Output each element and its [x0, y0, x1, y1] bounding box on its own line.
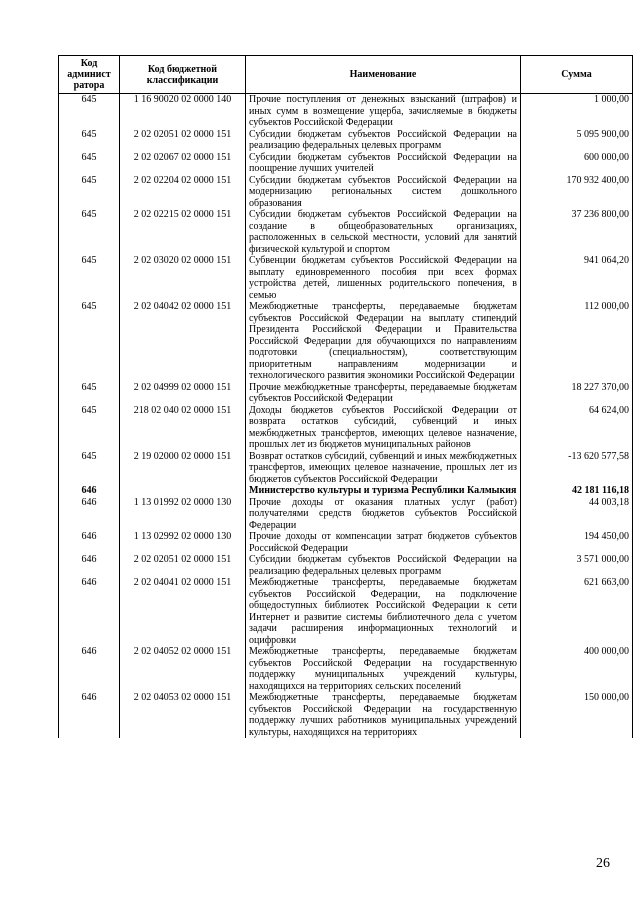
cell-name: Прочие поступления от денежных взысканий (штрафов) и иных сумм в возмещение ущерба, зачисляемые в бюджеты субъектов Российской Федерации — [246, 94, 521, 129]
cell-budget-code: 2 02 03020 02 0000 151 — [120, 255, 246, 301]
table-row — [59, 646, 633, 692]
cell-budget-code: 2 02 04052 02 0000 151 — [120, 646, 246, 692]
cell-admin-code: 646 — [59, 554, 120, 577]
cell-budget-code: 2 02 04999 02 0000 151 — [120, 382, 246, 405]
budget-revenue-table-container — [58, 55, 632, 738]
table-row — [59, 152, 633, 175]
table-row — [59, 577, 633, 646]
table-row — [59, 382, 633, 405]
cell-sum: 37 236 800,00 — [521, 209, 633, 255]
cell-budget-code: 1 13 02992 02 0000 130 — [120, 531, 246, 554]
cell-admin-code: 645 — [59, 209, 120, 255]
cell-admin-code: 645 — [59, 382, 120, 405]
cell-name: Межбюджетные трансферты, передаваемые бюджетам субъектов Российской Федерации на государственную поддержку муниципальных учреждений культуры, находящихся на территориях сельских поселений — [246, 646, 521, 692]
cell-sum: 64 624,00 — [521, 405, 633, 451]
cell-name: Субсидии бюджетам субъектов Российской Федерации на реализацию федеральных целевых программ — [246, 554, 521, 577]
header-name: Наименование — [246, 56, 521, 94]
cell-name: Межбюджетные трансферты, передаваемые бюджетам субъектов Российской Федерации на выплату стипендий Президента Российской Федерации и Правительства Российской Федерации для обучающихся по направлениям подготовки (специальностям), соответствующим приоритетным направлениям модернизации и технологического развития экономики Российской Федерации — [246, 301, 521, 382]
budget-revenue-table — [58, 55, 633, 738]
cell-admin-code: 645 — [59, 451, 120, 486]
table-row — [59, 485, 633, 497]
cell-admin-code: 646 — [59, 531, 120, 554]
cell-sum: 42 181 116,18 — [521, 485, 633, 497]
table-row — [59, 451, 633, 486]
header-budget-code: Код бюджетной классификации — [120, 56, 246, 94]
cell-admin-code: 646 — [59, 497, 120, 532]
table-row — [59, 129, 633, 152]
cell-sum: 170 932 400,00 — [521, 175, 633, 210]
cell-sum: 600 000,00 — [521, 152, 633, 175]
cell-sum: 44 003,18 — [521, 497, 633, 532]
cell-budget-code: 2 02 04042 02 0000 151 — [120, 301, 246, 382]
table-row — [59, 175, 633, 210]
table-row — [59, 301, 633, 382]
cell-admin-code: 645 — [59, 405, 120, 451]
cell-admin-code: 645 — [59, 94, 120, 129]
table-row — [59, 692, 633, 738]
cell-name: Субвенции бюджетам субъектов Российской Федерации на выплату единовременного пособия при всех формах устройства детей, лишенных родительского попечения, в семью — [246, 255, 521, 301]
cell-sum: 5 095 900,00 — [521, 129, 633, 152]
cell-name: Возврат остатков субсидий, субвенций и иных межбюджетных трансфертов, имеющих целевое назначение, прошлых лет из бюджетов субъектов Российской Федерации — [246, 451, 521, 486]
header-sum: Сумма — [521, 56, 633, 94]
cell-name: Субсидии бюджетам субъектов Российской Федерации на поощрение лучших учителей — [246, 152, 521, 175]
table-row — [59, 405, 633, 451]
cell-budget-code: 2 02 02051 02 0000 151 — [120, 554, 246, 577]
cell-admin-code: 646 — [59, 692, 120, 738]
cell-name: Межбюджетные трансферты, передаваемые бюджетам субъектов Российской Федерации на государственную поддержку лучших работников муниципальных учреждений культуры, находящихся на территориях — [246, 692, 521, 738]
cell-sum: 18 227 370,00 — [521, 382, 633, 405]
cell-budget-code: 2 02 02204 02 0000 151 — [120, 175, 246, 210]
cell-sum: 621 663,00 — [521, 577, 633, 646]
page-number: 26 — [596, 856, 610, 871]
cell-name: Субсидии бюджетам субъектов Российской Федерации на модернизацию региональных систем дошкольного образования — [246, 175, 521, 210]
cell-name: Межбюджетные трансферты, передаваемые бюджетам субъектов Российской Федерации, на подключение общедоступных библиотек Российской Федерации к сети Интернет и развитие системы библиотечного дела с учетом задачи расширения информационных технологий и оцифровки — [246, 577, 521, 646]
cell-sum: 150 000,00 — [521, 692, 633, 738]
cell-sum: 941 064,20 — [521, 255, 633, 301]
table-header-row — [59, 56, 633, 94]
table-row — [59, 497, 633, 532]
table-body — [59, 94, 633, 739]
cell-name: Субсидии бюджетам субъектов Российской Федерации на реализацию федеральных целевых программ — [246, 129, 521, 152]
cell-budget-code: 2 02 02067 02 0000 151 — [120, 152, 246, 175]
cell-sum: 194 450,00 — [521, 531, 633, 554]
cell-name: Прочие доходы от оказания платных услуг (работ) получателями средств бюджетов субъектов Российской Федерации — [246, 497, 521, 532]
header-admin-code: Код админист ратора — [59, 56, 120, 94]
cell-name: Доходы бюджетов субъектов Российской Федерации от возврата остатков субсидий, субвенций и иных межбюджетных трансфертов, имеющих целевое назначение, прошлых лет из бюджетов муниципальных районов — [246, 405, 521, 451]
table-row — [59, 554, 633, 577]
cell-admin-code: 645 — [59, 129, 120, 152]
cell-budget-code: 2 02 04041 02 0000 151 — [120, 577, 246, 646]
cell-sum: 1 000,00 — [521, 94, 633, 129]
cell-name: Субсидии бюджетам субъектов Российской Федерации на создание в общеобразовательных организациях, расположенных в сельской местности, условий для занятий физической культурой и спортом — [246, 209, 521, 255]
cell-admin-code: 645 — [59, 301, 120, 382]
table-row — [59, 255, 633, 301]
cell-sum: 400 000,00 — [521, 646, 633, 692]
cell-sum: -13 620 577,58 — [521, 451, 633, 486]
table-row — [59, 209, 633, 255]
cell-budget-code: 218 02 040 02 0000 151 — [120, 405, 246, 451]
cell-name: Прочие доходы от компенсации затрат бюджетов субъектов Российской Федерации — [246, 531, 521, 554]
table-row — [59, 531, 633, 554]
cell-budget-code — [120, 485, 246, 497]
cell-budget-code: 2 19 02000 02 0000 151 — [120, 451, 246, 486]
cell-budget-code: 1 13 01992 02 0000 130 — [120, 497, 246, 532]
cell-admin-code: 645 — [59, 255, 120, 301]
cell-sum: 3 571 000,00 — [521, 554, 633, 577]
cell-budget-code: 1 16 90020 02 0000 140 — [120, 94, 246, 129]
cell-admin-code: 646 — [59, 646, 120, 692]
cell-admin-code: 645 — [59, 175, 120, 210]
cell-name: Министерство культуры и туризма Республики Калмыкия — [246, 485, 521, 497]
table-row — [59, 94, 633, 129]
cell-budget-code: 2 02 02215 02 0000 151 — [120, 209, 246, 255]
cell-sum: 112 000,00 — [521, 301, 633, 382]
cell-admin-code: 646 — [59, 577, 120, 646]
cell-name: Прочие межбюджетные трансферты, передаваемые бюджетам субъектов Российской Федерации — [246, 382, 521, 405]
cell-admin-code: 645 — [59, 152, 120, 175]
cell-budget-code: 2 02 02051 02 0000 151 — [120, 129, 246, 152]
cell-admin-code: 646 — [59, 485, 120, 497]
cell-budget-code: 2 02 04053 02 0000 151 — [120, 692, 246, 738]
